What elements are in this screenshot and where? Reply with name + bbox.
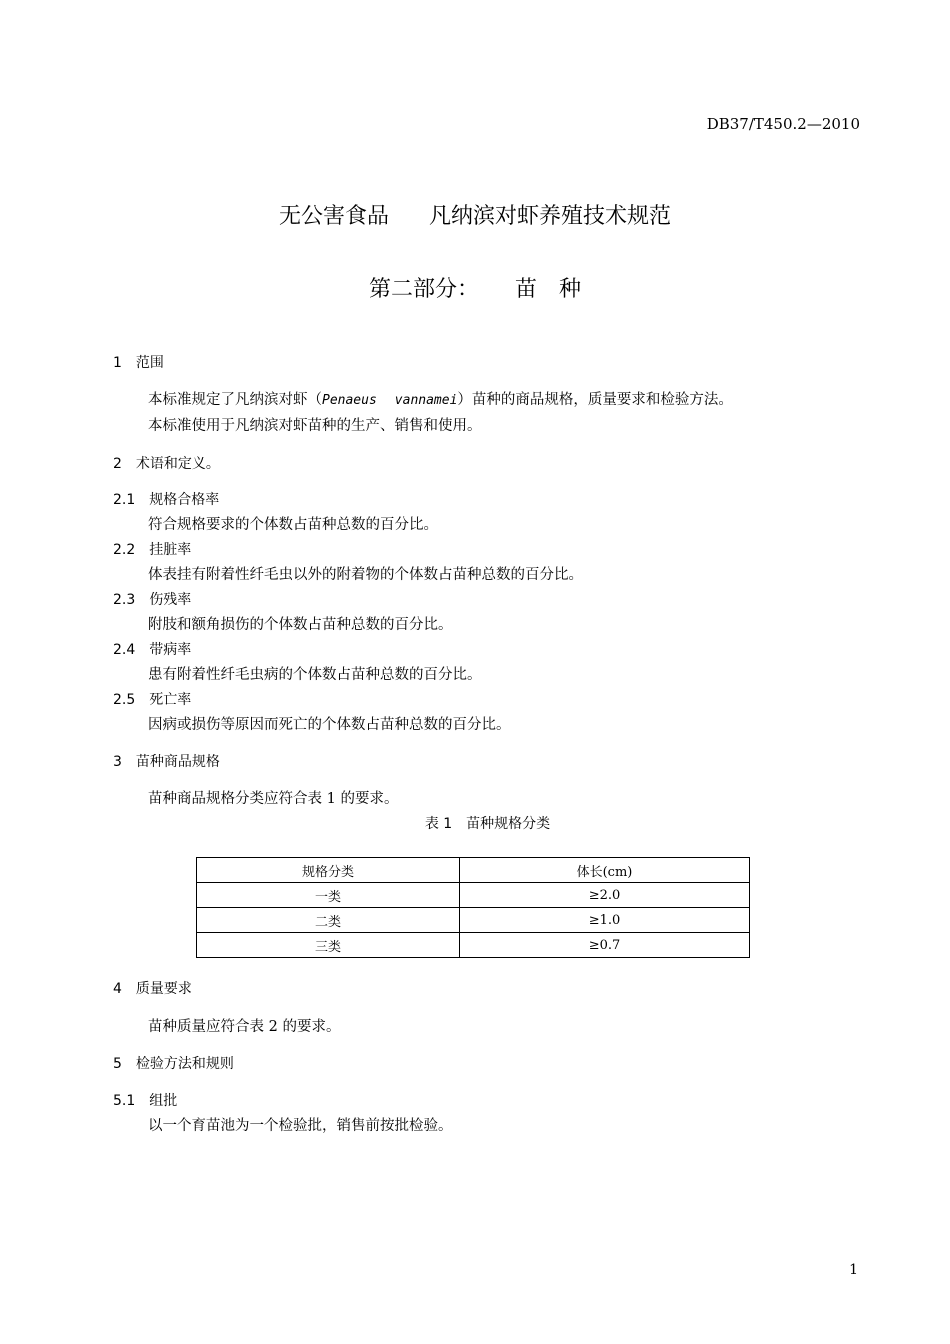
section-number: 2 (113, 456, 122, 472)
section-number: 4 (113, 981, 122, 997)
section-number: 5 (113, 1056, 122, 1072)
section-1-paragraph-2: 本标准使用于凡纳滨对虾苗种的生产、销售和使用。 (148, 418, 482, 434)
term-number: 5.1 (113, 1093, 136, 1109)
table-row (197, 933, 750, 958)
term-2-2-heading (113, 539, 191, 559)
section-title: 检验方法和规则 (135, 1056, 234, 1072)
term-2-2-definition: 体表挂有附着性纤毛虫以外的附着物的个体数占苗种总数的百分比。 (148, 567, 583, 583)
table-row (197, 908, 750, 933)
page-number: 1 (849, 1262, 858, 1278)
table-header-row (197, 858, 750, 883)
section-number: 1 (113, 355, 122, 371)
term-number: 2.2 (113, 542, 136, 558)
table-cell: ≥1.0 (460, 908, 750, 933)
section-title: 范围 (135, 355, 164, 371)
section-title: 术语和定义。 (135, 456, 220, 472)
subtitle-part-2: 苗 种 (515, 277, 582, 302)
table-cell: ≥2.0 (460, 883, 750, 908)
section-3-heading (113, 751, 220, 771)
term-2-3-definition: 附肢和额角损伤的个体数占苗种总数的百分比。 (148, 617, 453, 633)
term-title: 死亡率 (149, 692, 192, 708)
document-subtitle (0, 272, 950, 303)
latin-genus: Penaeus (322, 393, 377, 408)
term-title: 带病率 (149, 642, 192, 658)
term-2-1-heading (113, 489, 219, 509)
section-title: 质量要求 (135, 981, 192, 997)
term-number: 2.4 (113, 642, 136, 658)
table-header-cell: 规格分类 (197, 858, 460, 883)
term-title: 规格合格率 (149, 492, 220, 508)
subsection-5-1-heading (113, 1090, 177, 1110)
section-4-heading (113, 978, 192, 998)
section-5-heading (113, 1053, 234, 1073)
table-cell: 一类 (197, 883, 460, 908)
latin-species: vannamei (394, 393, 458, 408)
title-part-2: 凡纳滨对虾养殖技术规范 (429, 204, 672, 229)
document-code: DB37/T450.2—2010 (706, 115, 860, 133)
term-2-4-heading (113, 639, 191, 659)
document-title (0, 199, 950, 230)
table-row (197, 883, 750, 908)
term-number: 2.3 (113, 592, 136, 608)
subsection-5-1-text: 以一个育苗池为一个检验批，销售前按批检验。 (148, 1118, 453, 1134)
term-2-4-definition: 患有附着性纤毛虫病的个体数占苗种总数的百分比。 (148, 667, 482, 683)
subtitle-part-1: 第二部分： (368, 277, 479, 302)
section-1-paragraph-1 (148, 388, 733, 409)
section-number: 3 (113, 754, 122, 770)
table-header-cell: 体长(cm) (460, 858, 750, 883)
term-2-1-definition: 符合规格要求的个体数占苗种总数的百分比。 (148, 517, 438, 533)
table-1-caption: 表 1 苗种规格分类 (424, 816, 551, 832)
section-4-paragraph: 苗种质量应符合表 2 的要求。 (148, 1019, 341, 1035)
section-3-paragraph: 苗种商品规格分类应符合表 1 的要求。 (148, 791, 399, 807)
spec-table (196, 857, 750, 958)
section-1-heading (113, 352, 164, 372)
term-2-5-definition: 因病或损伤等原因而死亡的个体数占苗种总数的百分比。 (148, 717, 511, 733)
section-2-heading (113, 453, 220, 473)
table-cell: ≥0.7 (460, 933, 750, 958)
term-number: 2.1 (113, 492, 136, 508)
text-run: 本标准规定了凡纳滨对虾（ (148, 392, 322, 408)
term-number: 2.5 (113, 692, 136, 708)
text-run: ）苗种的商品规格，质量要求和检验方法。 (457, 392, 733, 408)
section-title: 苗种商品规格 (135, 754, 220, 770)
term-title: 伤残率 (149, 592, 192, 608)
table-cell: 三类 (197, 933, 460, 958)
term-2-3-heading (113, 589, 191, 609)
term-title: 挂脏率 (149, 542, 192, 558)
term-2-5-heading (113, 689, 191, 709)
term-title: 组批 (149, 1093, 178, 1109)
title-part-1: 无公害食品 (278, 204, 389, 229)
table-cell: 二类 (197, 908, 460, 933)
